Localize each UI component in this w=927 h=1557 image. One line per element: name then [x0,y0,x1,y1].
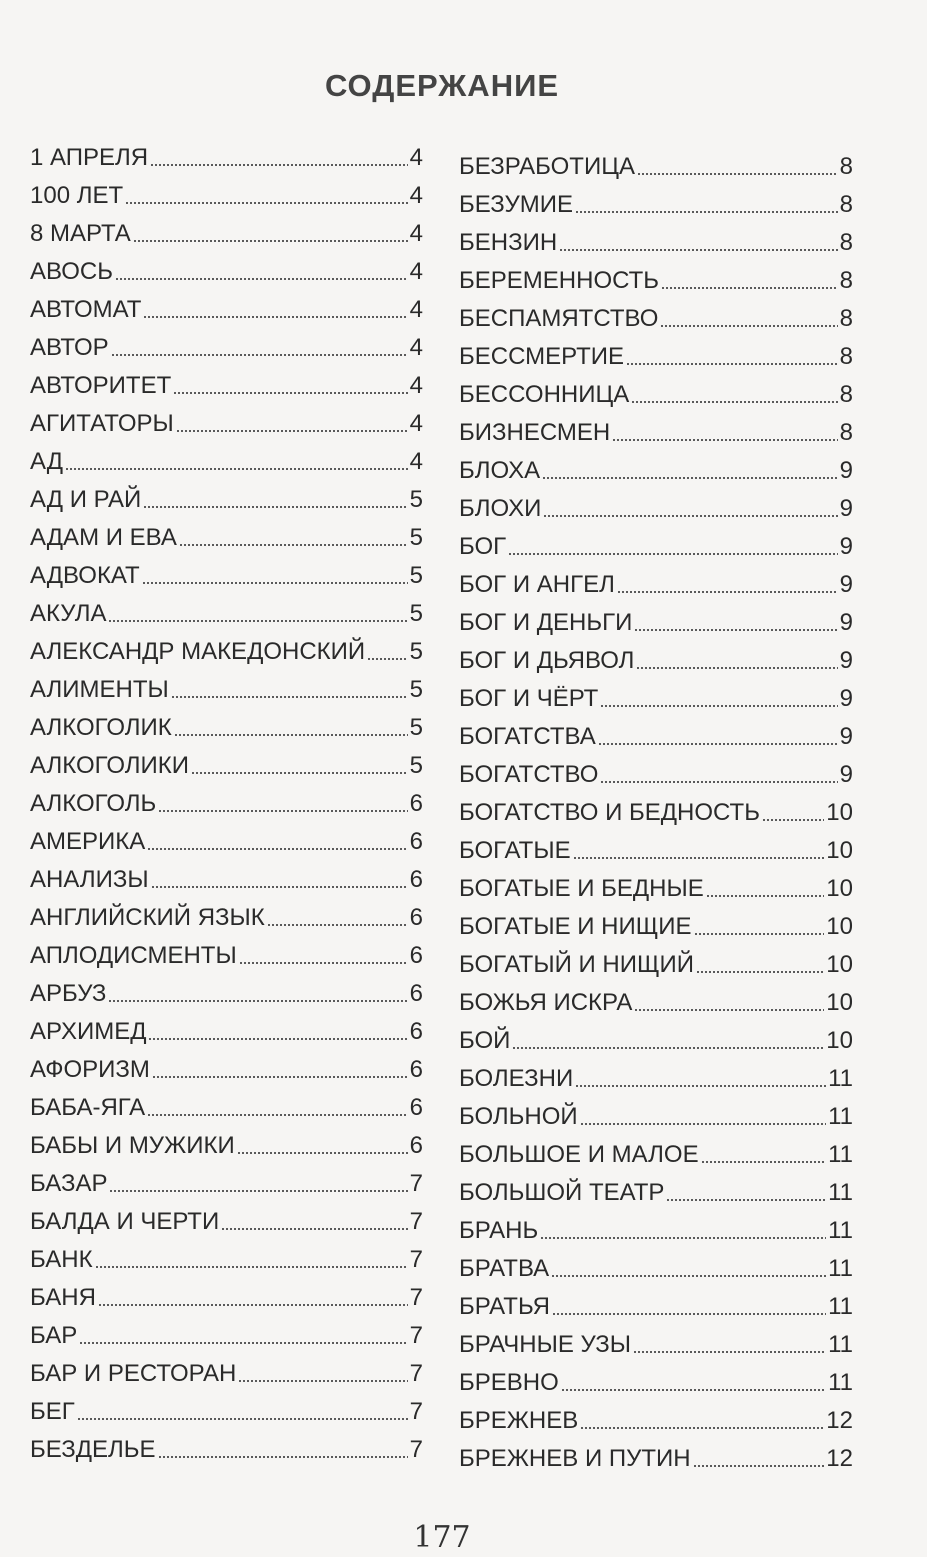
toc-entry-title: БИЗНЕСМЕН [459,419,611,446]
toc-entry-title: АВТОРИТЕТ [30,372,172,399]
dot-leader [701,1161,826,1163]
toc-entry-title: БРЕЖНЕВ И ПУТИН [459,1445,691,1472]
toc-entry-title: АЛЕКСАНДР МАКЕДОНСКИЙ [30,638,366,665]
dot-leader [98,1304,408,1306]
toc-entry [30,443,423,481]
dot-leader [552,1313,826,1315]
toc-entry-title: АФОРИЗМ [30,1056,150,1083]
toc-entry-page: 8 [839,343,853,370]
toc-entry-title: БОЛЕЗНИ [459,1065,574,1092]
dot-leader [706,895,825,897]
toc-entry [30,1165,423,1203]
toc-entry-page: 10 [826,913,853,940]
toc-entry-page: 5 [409,486,423,513]
dot-leader [637,173,838,175]
dot-leader [151,886,408,888]
toc-entry-title: БРЕЖНЕВ [459,1407,579,1434]
toc-entry-title: БАНК [30,1246,93,1273]
dot-leader [660,325,837,327]
toc-entry-page: 11 [828,1331,853,1358]
toc-entry [459,832,853,870]
toc-entry-title: 8 МАРТА [30,220,131,247]
toc-entry-title: БЕЗРАБОТИЦА [459,153,635,180]
toc-entry-page: 5 [409,638,423,665]
toc-entry-page: 7 [409,1322,423,1349]
dot-leader [179,544,408,546]
toc-entry [30,1355,423,1393]
dot-leader [540,1237,826,1239]
dot-leader [543,515,837,517]
dot-leader [762,819,824,821]
toc-entry-title: АРБУЗ [30,980,107,1007]
toc-entry-page: 5 [409,524,423,551]
dot-leader [133,240,408,242]
dot-leader [575,211,838,213]
toc-entry-page: 6 [409,866,423,893]
toc-entry-page: 4 [409,448,423,475]
toc-entry-page: 12 [826,1407,853,1434]
toc-entry-title: БРАНЬ [459,1217,539,1244]
toc-entry [30,633,423,671]
toc-entry-page: 7 [409,1360,423,1387]
dot-leader [147,1114,407,1116]
dot-leader [176,430,408,432]
toc-entry-title: БОГАТЫЕ И НИЩИЕ [459,913,692,940]
toc-entry-title: БРАЧНЫЕ УЗЫ [459,1331,631,1358]
toc-entry-title: АЛКОГОЛИКИ [30,752,189,779]
toc-entry-page: 11 [828,1065,853,1092]
toc-entry [459,528,853,566]
toc-entry-page: 10 [826,875,853,902]
dot-leader [150,164,408,166]
toc-entry-title: 1 АПРЕЛЯ [30,144,149,171]
dot-leader [598,743,838,745]
toc-entry-page: 4 [409,296,423,323]
toc-column-right [459,148,853,1478]
dot-leader [612,439,837,441]
toc-entry-page: 4 [409,220,423,247]
toc-entry-page: 4 [409,410,423,437]
dot-leader [508,553,837,555]
dot-leader [617,591,838,593]
toc-entry-page: 4 [409,182,423,209]
dot-leader [171,696,408,698]
toc-entry-title: БОГАТЫЙ И НИЩИЙ [459,951,694,978]
toc-entry [459,1364,853,1402]
toc-entry [459,1098,853,1136]
toc-entry [30,557,423,595]
toc-entry-title: БОГАТЫЕ [459,837,571,864]
toc-entry-page: 11 [828,1179,853,1206]
toc-entry-page: 6 [409,980,423,1007]
dot-leader [633,1351,826,1353]
toc-entry [30,291,423,329]
toc-entry-page: 7 [409,1284,423,1311]
toc-entry [459,376,853,414]
dot-leader [580,1427,824,1429]
dot-leader [661,287,838,289]
toc-entry [459,1402,853,1440]
toc-entry-title: БЕНЗИН [459,229,558,256]
dot-leader [143,506,407,508]
toc-entry-page: 7 [409,1170,423,1197]
toc-entry [459,1136,853,1174]
dot-leader [191,772,408,774]
dot-leader [173,392,407,394]
dot-leader [147,848,407,850]
dot-leader [573,857,825,859]
toc-entry [459,1212,853,1250]
toc-entry-title: БЕГ [30,1398,75,1425]
toc-entry [30,1013,423,1051]
toc-entry-title: БОГАТСТВО [459,761,599,788]
toc-entry-page: 4 [409,258,423,285]
toc-entry-page: 11 [828,1217,853,1244]
dot-leader [694,933,825,935]
toc-column-left [30,139,423,1469]
toc-entry-page: 7 [409,1208,423,1235]
dot-leader [626,363,838,365]
toc-entry-page: 5 [409,752,423,779]
toc-entry-title: БОЛЬНОЙ [459,1103,578,1130]
dot-leader [696,971,824,973]
toc-entry-page: 10 [826,799,853,826]
toc-entry [459,642,853,680]
toc-entry-page: 10 [826,1027,853,1054]
toc-entry-title: АНАЛИЗЫ [30,866,149,893]
dot-leader [666,1199,826,1201]
toc-entry-title: АЛКОГОЛИК [30,714,172,741]
toc-entry [459,794,853,832]
toc-entry-page: 6 [409,1018,423,1045]
toc-entry-title: БЕРЕМЕННОСТЬ [459,267,660,294]
dot-leader [108,620,407,622]
toc-entry-title: БОЖЬЯ ИСКРА [459,989,633,1016]
toc-entry [459,1060,853,1098]
toc-entry [459,718,853,756]
toc-entry [459,1326,853,1364]
toc-entry [30,1051,423,1089]
dot-leader [561,1389,826,1391]
toc-entry-page: 11 [828,1293,853,1320]
toc-entry [30,1431,423,1469]
toc-entry-title: АВТОМАТ [30,296,142,323]
toc-entry-title: БЕСПАМЯТСТВО [459,305,659,332]
toc-entry-title: АДАМ И ЕВА [30,524,177,551]
toc-entry-title: БОЛЬШОЕ И МАЛОЕ [459,1141,699,1168]
toc-entry-title: АВТОР [30,334,109,361]
toc-entry [30,785,423,823]
toc-entry-page: 4 [409,372,423,399]
toc-entry-page: 8 [839,229,853,256]
toc-entry [459,224,853,262]
toc-entry-page: 8 [839,153,853,180]
toc-entry-page: 6 [409,828,423,855]
toc-entry-title: БРАТЬЯ [459,1293,550,1320]
toc-entry [30,1241,423,1279]
toc-entry [30,139,423,177]
toc-entry-title: БАР [30,1322,78,1349]
toc-entry [30,1393,423,1431]
toc-entry-page: 11 [828,1369,853,1396]
toc-entry [30,177,423,215]
toc-entry-page: 9 [839,495,853,522]
toc-entry [30,595,423,633]
dot-leader [65,468,408,470]
toc-entry [459,148,853,186]
toc-entry-title: БАБЫ И МУЖИКИ [30,1132,235,1159]
dot-leader [79,1342,407,1344]
dot-leader [158,1456,408,1458]
toc-entry-page: 12 [826,1445,853,1472]
dot-leader [600,705,837,707]
dot-leader [148,1038,407,1040]
toc-entry-title: АЛКОГОЛЬ [30,790,157,817]
toc-entry-title: БАНЯ [30,1284,96,1311]
toc-entry-title: БЕССМЕРТИЕ [459,343,624,370]
dot-leader [111,354,408,356]
toc-entry-title: БОЛЬШОЙ ТЕАТР [459,1179,665,1206]
toc-entry-page: 4 [409,334,423,361]
toc-entry-page: 8 [839,381,853,408]
dot-leader [221,1228,407,1230]
toc-entry [459,414,853,452]
toc-entry-page: 5 [409,600,423,627]
toc-entry-page: 11 [828,1255,853,1282]
toc-entry-title: АЛИМЕНТЫ [30,676,169,703]
toc-entry-title: АВОСЬ [30,258,113,285]
toc-entry-page: 6 [409,790,423,817]
toc-entry-title: БОГАТЫЕ И БЕДНЫЕ [459,875,704,902]
toc-entry [459,262,853,300]
toc-entry-title: АД И РАЙ [30,486,142,513]
dot-leader [152,1076,408,1078]
dot-leader [77,1418,408,1420]
toc-entry-title: АД [30,448,64,475]
toc-entry-page: 5 [409,562,423,589]
toc-entry-page: 11 [828,1141,853,1168]
dot-leader [542,477,838,479]
toc-entry-title: БОЙ [459,1027,511,1054]
toc-entry [459,984,853,1022]
toc-entry-title: БОГ И ДЬЯВОЛ [459,647,635,674]
toc-entry-page: 7 [409,1436,423,1463]
toc-entry [459,1022,853,1060]
dot-leader [125,202,408,204]
toc-entry [30,405,423,443]
toc-entry-title: АКУЛА [30,600,107,627]
toc-entry-title: БЛОХИ [459,495,542,522]
toc-entry-page: 6 [409,1132,423,1159]
toc-entry-title: АГИТАТОРЫ [30,410,174,437]
dot-leader [142,582,408,584]
toc-entry [459,870,853,908]
dot-leader [174,734,408,736]
dot-leader [237,1152,408,1154]
dot-leader [636,667,837,669]
toc-entry-title: АДВОКАТ [30,562,140,589]
toc-entry-page: 9 [839,761,853,788]
toc-entry [459,452,853,490]
toc-entry-title: АРХИМЕД [30,1018,147,1045]
toc-entry-title: БАБА-ЯГА [30,1094,146,1121]
toc-entry [30,937,423,975]
toc-entry [459,1250,853,1288]
toc-entry [459,1288,853,1326]
dot-leader [239,962,408,964]
toc-entry-title: БОГ И АНГЕЛ [459,571,615,598]
toc-entry [30,823,423,861]
toc-entry-page: 10 [826,989,853,1016]
toc-entry [459,946,853,984]
toc-entry-page: 7 [409,1398,423,1425]
toc-entry [30,1203,423,1241]
toc-entry-page: 9 [839,571,853,598]
toc-entry [30,367,423,405]
toc-entry-page: 8 [839,267,853,294]
dot-leader [559,249,837,251]
dot-leader [115,278,408,280]
toc-entry [459,338,853,376]
toc-entry [459,1174,853,1212]
toc-entry [30,253,423,291]
toc-entry-page: 9 [839,457,853,484]
dot-leader [631,401,837,403]
toc-entry-page: 6 [409,1056,423,1083]
toc-entry-page: 8 [839,419,853,446]
toc-entry-page: 5 [409,676,423,703]
toc-entry [459,566,853,604]
toc-entry [459,1440,853,1478]
toc-entry-title: БЕЗУМИЕ [459,191,573,218]
toc-entry-title: АПЛОДИСМЕНТЫ [30,942,237,969]
toc-entry [30,1089,423,1127]
toc-entry-page: 6 [409,942,423,969]
dot-leader [143,316,407,318]
toc-entry-title: БРЕВНО [459,1369,559,1396]
dot-leader [600,781,837,783]
toc-entry [30,709,423,747]
toc-entry-title: БЕЗДЕЛЬЕ [30,1436,156,1463]
page-number: 177 [413,1520,471,1555]
toc-entry-page: 11 [828,1103,853,1130]
dot-leader [693,1465,825,1467]
dot-leader [634,1009,824,1011]
toc-entry-page: 8 [839,305,853,332]
toc-entry-page: 9 [839,685,853,712]
toc-entry-title: БОГ И ДЕНЬГИ [459,609,633,636]
toc-entry-page: 5 [409,714,423,741]
dot-leader [238,1380,407,1382]
toc-entry-page: 9 [839,533,853,560]
toc-entry [30,1127,423,1165]
toc-entry [30,1317,423,1355]
toc-entry-page: 6 [409,904,423,931]
toc-entry-title: БАР И РЕСТОРАН [30,1360,237,1387]
toc-entry-page: 7 [409,1246,423,1273]
toc-entry-title: АМЕРИКА [30,828,146,855]
toc-entry-title: БАЛДА И ЧЕРТИ [30,1208,220,1235]
toc-entry [30,215,423,253]
toc-entry-title: БЕССОННИЦА [459,381,630,408]
toc-entry [30,899,423,937]
toc-entry [459,490,853,528]
dot-leader [575,1085,826,1087]
toc-entry-page: 4 [409,144,423,171]
toc-entry [459,756,853,794]
toc-entry-page: 8 [839,191,853,218]
toc-entry [459,604,853,642]
toc-entry-title: БОГ [459,533,507,560]
dot-leader [158,810,407,812]
toc-entry [30,747,423,785]
dot-leader [95,1266,408,1268]
dot-leader [108,1000,407,1002]
toc-entry [30,519,423,557]
toc-entry [30,975,423,1013]
toc-entry-title: 100 ЛЕТ [30,182,124,209]
toc-entry-page: 9 [839,647,853,674]
toc-entry-page: 6 [409,1094,423,1121]
dot-leader [551,1275,826,1277]
toc-entry [459,908,853,946]
toc-entry [459,186,853,224]
toc-entry-page: 9 [839,723,853,750]
toc-entry [459,680,853,718]
dot-leader [580,1123,826,1125]
dot-leader [109,1190,407,1192]
toc-entry [30,861,423,899]
toc-entry-title: БАЗАР [30,1170,108,1197]
toc-entry-title: АНГЛИЙСКИЙ ЯЗЫК [30,904,265,931]
toc-entry [30,329,423,367]
dot-leader [634,629,837,631]
dot-leader [367,658,408,660]
toc-entry [30,481,423,519]
dot-leader [512,1047,824,1049]
toc-entry [30,1279,423,1317]
toc-entry [30,671,423,709]
toc-entry [459,300,853,338]
toc-entry-title: БОГАТСТВО И БЕДНОСТЬ [459,799,760,826]
toc-entry-page: 9 [839,609,853,636]
page-title: СОДЕРЖАНИЕ [324,68,560,103]
toc-entry-page: 10 [826,951,853,978]
toc-entry-page: 10 [826,837,853,864]
toc-entry-title: БЛОХА [459,457,541,484]
dot-leader [267,924,408,926]
toc-entry-title: БОГ И ЧЁРТ [459,685,599,712]
toc-entry-title: БОГАТСТВА [459,723,596,750]
toc-entry-title: БРАТВА [459,1255,550,1282]
